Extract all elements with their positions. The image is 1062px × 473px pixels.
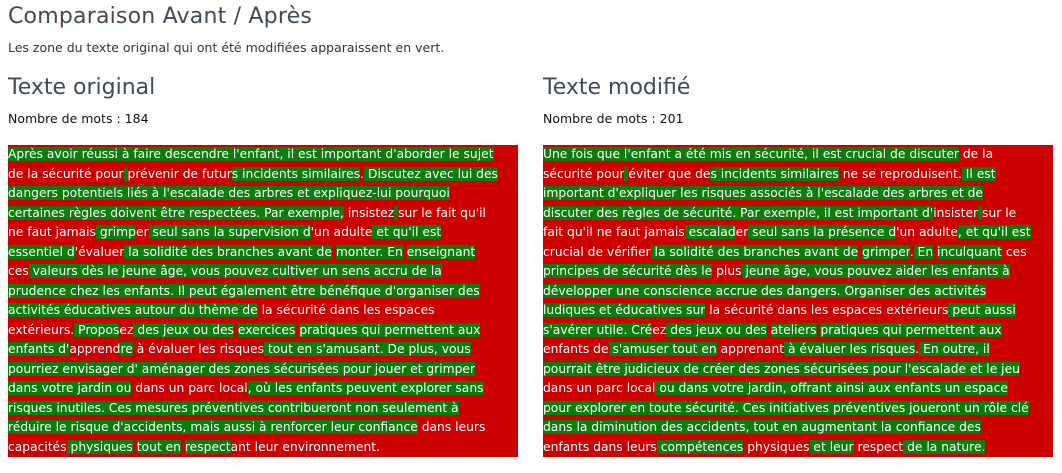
original-heading: Texte original bbox=[8, 75, 156, 100]
unchanged-segment: pour explorer en toute sécurité. Ces initiatives préventives joueront un rôle clé bbox=[543, 400, 1029, 415]
unchanged-segment: la solidité des branches avant de bbox=[650, 244, 859, 259]
original-text-line bbox=[8, 165, 518, 185]
unchanged-segment: s incidents similaires bbox=[710, 166, 839, 181]
modified-text-line bbox=[543, 204, 1053, 224]
unchanged-segment: jeune âge, vous pouvez aider les enfants à bbox=[741, 264, 1010, 278]
original-text-line bbox=[8, 282, 518, 302]
unchanged-segment: développer une conscience accrue des dangers. Organiser des activités bbox=[543, 283, 987, 298]
changed-segment: plus bbox=[712, 264, 742, 278]
unchanged-segment: inculquant bbox=[937, 244, 1002, 259]
unchanged-segment: de la nature. bbox=[903, 439, 986, 454]
unchanged-segment: tout en bbox=[136, 439, 181, 454]
unchanged-segment: enfants d' bbox=[8, 342, 70, 356]
modified-text-line bbox=[543, 418, 1053, 438]
unchanged-segment: ateliers bbox=[770, 322, 817, 337]
changed-segment: insister bbox=[933, 205, 979, 220]
changed-segment: 'évaluer bbox=[74, 244, 125, 259]
original-text-line bbox=[8, 399, 518, 419]
unchanged-segment: seul sans la supervision d bbox=[148, 225, 311, 239]
unchanged-segment: seul sans la présence d bbox=[748, 225, 897, 239]
unchanged-segment: activités éducatives autour du thème de bbox=[8, 303, 258, 317]
changed-segment: . bbox=[915, 342, 920, 356]
changed-segment: à évaluer les risques bbox=[132, 342, 265, 356]
changed-segment: enfants de bbox=[543, 342, 609, 356]
changed-segment: sur le bbox=[982, 205, 1017, 220]
modified-text-line bbox=[543, 223, 1053, 243]
unchanged-segment: réduire le risque d'accidents, mais aussi à renforcer leur confiance bbox=[8, 420, 418, 434]
modified-text-panel bbox=[543, 145, 1053, 457]
changed-segment: capacités bbox=[8, 439, 67, 454]
modified-text-line bbox=[543, 360, 1053, 380]
modified-text-line bbox=[543, 399, 1053, 419]
changed-segment: ces bbox=[1001, 244, 1027, 259]
modified-text-line bbox=[543, 165, 1053, 185]
modified-text-line bbox=[543, 340, 1053, 360]
changed-segment: apprenant bbox=[716, 342, 785, 356]
unchanged-segment: monter. En bbox=[335, 244, 403, 259]
changed-segment: 'un adulte bbox=[896, 225, 958, 239]
unchanged-segment: pratiques qui permettent aux bbox=[299, 322, 481, 337]
unchanged-segment: discuter des règles de sécurité. Par exemple, il est important d' bbox=[543, 205, 934, 220]
unchanged-segment: exercices bbox=[237, 322, 296, 337]
changed-segment: ez bbox=[119, 322, 134, 337]
unchanged-segment: Discutez avec lui des bbox=[364, 166, 498, 181]
unchanged-segment: tout en s'amusant. De plus, vous bbox=[264, 342, 471, 356]
original-text-line bbox=[8, 262, 518, 282]
original-word-count-label: Nombre de mots : bbox=[8, 111, 121, 126]
modified-text-line bbox=[543, 184, 1053, 204]
changed-segment: . bbox=[909, 244, 914, 259]
unchanged-segment: à évaluer les risques bbox=[784, 342, 916, 356]
changed-segment: crucial de vérifier bbox=[543, 244, 651, 259]
unchanged-segment: principes de sécurité dès le bbox=[543, 264, 713, 278]
changed-segment: de la bbox=[958, 147, 994, 161]
unchanged-segment: compétences bbox=[656, 439, 744, 454]
unchanged-segment: grimper bbox=[862, 244, 910, 259]
unchanged-segment: dans votre jardin ou bbox=[8, 381, 132, 395]
changed-segment: er bbox=[135, 225, 149, 239]
modified-text-line bbox=[543, 301, 1053, 321]
changed-segment: la sécurité dans les espaces extérieurs bbox=[705, 303, 949, 317]
unchanged-segment: valeurs dès le jeune âge, vous pouvez cultiver un sens accru de la bbox=[28, 264, 442, 278]
unchanged-segment: ludiques et éducatives sur bbox=[543, 303, 706, 317]
unchanged-segment: s'amuser tout en bbox=[608, 342, 717, 356]
changed-segment: extérieurs. bbox=[8, 322, 75, 337]
unchanged-segment: Il est bbox=[961, 166, 996, 181]
changed-segment: de la sécurité pour bbox=[8, 166, 124, 181]
changed-segment: enfants dans leurs bbox=[543, 439, 657, 454]
unchanged-segment: enseignant bbox=[406, 244, 476, 259]
modified-word-count-label: Nombre de mots : bbox=[543, 111, 656, 126]
unchanged-segment: Propos bbox=[74, 322, 120, 337]
unchanged-segment: Une fois que l'enfant a été mis en sécurité, il est crucial de discuter bbox=[543, 147, 959, 161]
modified-text-line bbox=[543, 262, 1053, 282]
original-text-line bbox=[8, 204, 518, 224]
modified-text-line bbox=[543, 145, 1053, 165]
changed-segment: éviter que de bbox=[628, 166, 711, 181]
unchanged-segment: escalad bbox=[684, 225, 736, 239]
unchanged-segment: et qu'il est bbox=[372, 225, 442, 239]
changed-segment: respect bbox=[853, 439, 904, 454]
unchanged-segment: certaines règles doivent être respectées. Par exemple, bbox=[8, 205, 344, 220]
changed-segment: ez bbox=[652, 322, 667, 337]
changed-segment: la sécurité dans les espaces bbox=[257, 303, 435, 317]
original-text-line bbox=[8, 145, 518, 165]
changed-segment: er bbox=[735, 225, 749, 239]
changed-segment: apprend bbox=[69, 342, 121, 356]
modified-text-line bbox=[543, 321, 1053, 341]
unchanged-segment: et leur bbox=[809, 439, 854, 454]
modified-word-count bbox=[543, 111, 684, 126]
changed-segment: prévenir de futur bbox=[127, 166, 232, 181]
unchanged-segment: essentiel d bbox=[8, 244, 75, 259]
modified-text-line bbox=[543, 282, 1053, 302]
original-text-line bbox=[8, 223, 518, 243]
unchanged-segment: prudence chez les enfants. Il peut également être bénéfique d'organiser des bbox=[8, 283, 480, 298]
original-word-count-value: 184 bbox=[124, 111, 149, 126]
unchanged-segment: peut aussi bbox=[948, 303, 1016, 317]
changed-segment: physiques bbox=[743, 439, 810, 454]
unchanged-segment: , où les enfants peuvent explorer sans bbox=[247, 381, 484, 395]
unchanged-segment: respect bbox=[184, 439, 231, 454]
changed-segment: ant leur environnement. bbox=[230, 439, 380, 454]
changed-segment: 'un adulte bbox=[310, 225, 373, 239]
modified-text-line bbox=[543, 379, 1053, 399]
unchanged-segment: s incidents similaires bbox=[231, 166, 361, 181]
unchanged-segment: des jeux ou des bbox=[133, 322, 234, 337]
unchanged-segment: ou dans votre jardin, offrant ainsi aux enfants un espace bbox=[655, 381, 1008, 395]
unchanged-segment: des jeux ou des bbox=[666, 322, 767, 337]
page-title: Comparaison Avant / Après bbox=[8, 4, 312, 29]
unchanged-segment: dans la diminution des accidents, tout en augmentant la confiance des bbox=[543, 420, 981, 434]
changed-segment: insistez bbox=[343, 205, 395, 220]
changed-segment: . bbox=[360, 166, 365, 181]
unchanged-segment: pourrait être judicieux de créer des zones sécurisées pour l'escalade et le jeu bbox=[543, 361, 1020, 376]
original-text-line bbox=[8, 243, 518, 263]
unchanged-segment: s'avérer utile. Cré bbox=[543, 322, 653, 337]
changed-segment: fait qu'il ne faut jamais bbox=[543, 225, 685, 239]
original-text-line bbox=[8, 340, 518, 360]
unchanged-segment: En outre, il bbox=[919, 342, 990, 356]
unchanged-segment: la solidité des branches avant de bbox=[124, 244, 332, 259]
original-text-line bbox=[8, 379, 518, 399]
unchanged-segment bbox=[124, 167, 128, 181]
changed-segment: ne faut jamais bbox=[8, 225, 96, 239]
changed-segment: sur le fait qu'il bbox=[398, 205, 486, 220]
unchanged-segment: physiques bbox=[66, 439, 133, 454]
changed-segment: ces bbox=[8, 264, 29, 278]
original-text-line bbox=[8, 360, 518, 380]
original-text-line bbox=[8, 301, 518, 321]
unchanged-segment: important d'expliquer les risques associés à l'escalade des arbres et de bbox=[543, 186, 983, 200]
modified-text-line bbox=[543, 243, 1053, 263]
changed-segment: sécurité pour bbox=[543, 166, 625, 181]
unchanged-segment: dangers potentiels liés à l'escalade des arbres et expliquez-lui pourquoi bbox=[8, 186, 450, 200]
unchanged-segment: pourriez envisager d' aménager des zones sécurisées pour jouer et grimper bbox=[8, 361, 476, 376]
original-text-panel bbox=[8, 145, 518, 457]
unchanged-segment: risques inutiles. Ces mesures préventives contribueront non seulement à bbox=[8, 400, 459, 415]
modified-heading: Texte modifié bbox=[543, 75, 691, 100]
original-text-line bbox=[8, 184, 518, 204]
changed-segment: dans un parc local bbox=[131, 381, 248, 395]
original-text-line bbox=[8, 438, 518, 458]
original-text-line bbox=[8, 418, 518, 438]
unchanged-segment: En bbox=[913, 244, 934, 259]
changed-segment: dans un parc local bbox=[543, 381, 656, 395]
modified-text-line bbox=[543, 438, 1053, 458]
changed-segment: dans leurs bbox=[417, 420, 486, 434]
unchanged-segment: , et qu'il est bbox=[957, 225, 1031, 239]
changed-segment: ne se reproduisent. bbox=[838, 166, 962, 181]
unchanged-segment: pratiques qui permettent aux bbox=[820, 322, 1002, 337]
unchanged-segment: re bbox=[120, 342, 133, 356]
unchanged-segment: Après avoir réussi à faire descendre l'enfant, il est important d'aborder le sujet bbox=[8, 147, 494, 161]
original-word-count bbox=[8, 111, 149, 126]
page-subtitle: Les zone du texte original qui ont été modifiées apparaissent en vert. bbox=[8, 40, 445, 55]
original-text-line bbox=[8, 321, 518, 341]
unchanged-segment: grimp bbox=[95, 225, 136, 239]
modified-word-count-value: 201 bbox=[659, 111, 684, 126]
